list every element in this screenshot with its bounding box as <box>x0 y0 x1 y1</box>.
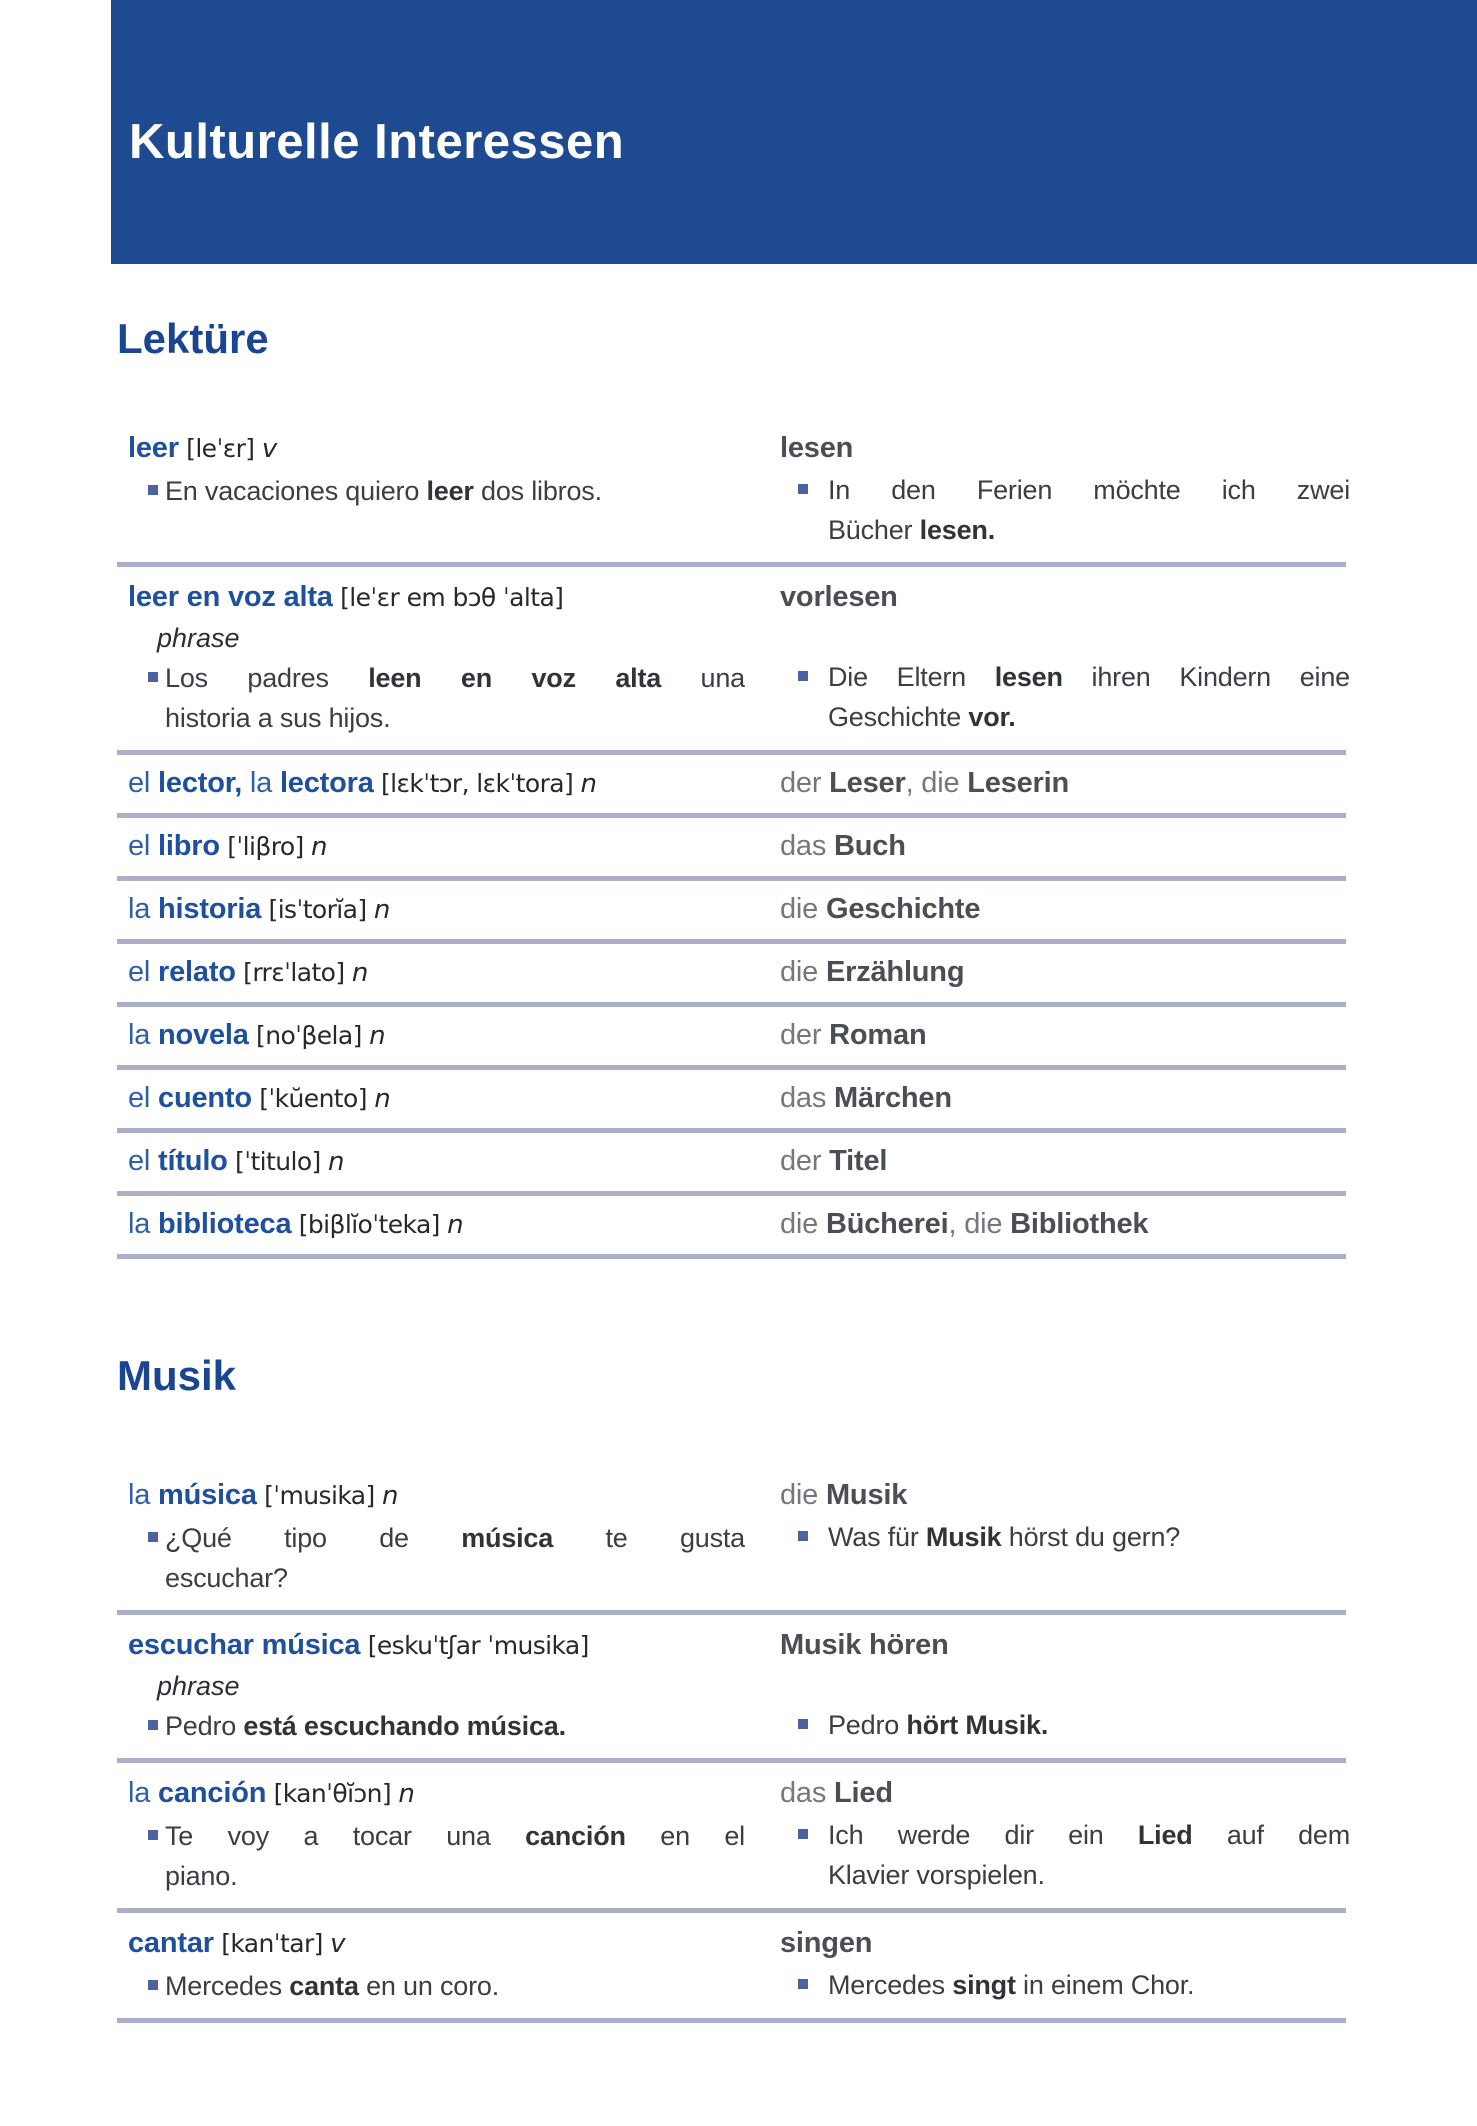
headword-es <box>117 1923 780 1964</box>
de-de-hw: Bibliothek <box>1010 1208 1149 1240</box>
example-text: piano. <box>165 1861 238 1891</box>
headword-de <box>780 1078 1346 1118</box>
es-pos: n <box>311 832 328 862</box>
es-ph: [eskuˈtʃar ˈmusika] <box>360 1631 589 1660</box>
example-text: ¿Qué tipo de <box>165 1523 462 1553</box>
example-line <box>165 1966 745 2006</box>
german-column <box>780 1141 1346 1182</box>
vocab-entry <box>117 418 1350 562</box>
vocab-entry <box>117 881 1346 939</box>
german-column <box>780 889 1346 930</box>
example-es <box>117 1518 780 1598</box>
es-hw: novela <box>158 1019 249 1051</box>
example-line <box>828 1855 1350 1895</box>
spanish-column <box>117 1773 780 1896</box>
example-line <box>165 1558 745 1598</box>
de-de-hw: Leserin <box>967 767 1070 799</box>
example-keyword: singt <box>952 1970 1016 2000</box>
es-ph: [ˈkŭento] <box>251 1084 375 1113</box>
es-pos: v <box>330 1929 346 1959</box>
es-hw: lector, <box>158 767 250 799</box>
german-column <box>780 1204 1346 1245</box>
example-line <box>828 1705 1350 1745</box>
german-column <box>780 1078 1346 1119</box>
example-text: Mercedes <box>165 1971 290 2001</box>
example-es <box>117 1706 780 1746</box>
example-keyword: canción <box>525 1821 626 1851</box>
es-ph: [leˈɛr em bɔθ ˈalta] <box>332 583 564 612</box>
es-hw: cuento <box>158 1082 252 1114</box>
headword-de <box>780 826 1346 866</box>
vocab-entry <box>117 1465 1346 1610</box>
example-text: ihren Kindern eine <box>1062 662 1350 692</box>
section-title-lekture: Lektüre <box>117 315 269 362</box>
example-es <box>117 1816 780 1896</box>
de-de-hw: Titel <box>829 1145 888 1177</box>
headword-es <box>117 1475 780 1516</box>
example-de <box>780 470 1350 550</box>
headword-de <box>780 1204 1346 1244</box>
example-de <box>780 1517 1346 1557</box>
es-pos: n <box>398 1779 415 1809</box>
es-ph: [kanˈtar] <box>213 1929 331 1958</box>
example-de <box>780 1815 1350 1895</box>
spanish-column <box>117 1923 780 2006</box>
spanish-column <box>117 1475 780 1598</box>
example-es <box>117 1966 780 2006</box>
es-hw: relato <box>158 956 236 988</box>
german-column <box>780 1923 1346 2006</box>
example-text: en el <box>625 1821 745 1851</box>
vocab-entry <box>117 818 1346 876</box>
bullet-square-icon <box>148 1980 158 1990</box>
es-ph: [lɛkˈtɔr, lɛkˈtora] <box>373 769 581 798</box>
example-line <box>828 1815 1350 1855</box>
headword-es <box>117 1773 780 1814</box>
es-hw: libro <box>158 830 220 862</box>
vocab-entry <box>117 1196 1346 1254</box>
example-text: auf dem <box>1192 1820 1350 1850</box>
vocab-entry <box>117 1070 1346 1128</box>
de-de-hw: lesen <box>780 432 854 464</box>
vocab-entry <box>117 1007 1346 1065</box>
headword-es <box>117 1015 780 1056</box>
example-keyword: está escuchando música. <box>243 1711 566 1741</box>
example-keyword: lesen <box>994 662 1063 692</box>
es-hw: cantar <box>128 1927 214 1959</box>
example-line <box>828 1517 1350 1557</box>
example-text: historia a sus hijos. <box>165 703 391 733</box>
es-art: la <box>128 1479 159 1511</box>
es-hw: canción <box>158 1777 267 1809</box>
de-de-art: , <box>905 767 922 799</box>
es-ph: [rrɛˈlato] <box>235 958 352 987</box>
headword-de <box>780 1923 1346 1963</box>
de-de-hw: Buch <box>834 830 906 862</box>
vocab-entry <box>117 567 1350 750</box>
example-text: Bücher <box>828 515 920 545</box>
example-line <box>828 697 1350 737</box>
headword-de <box>780 428 1346 468</box>
es-pos: n <box>328 1147 345 1177</box>
de-de-hw: Musik hören <box>780 1629 949 1661</box>
es-art: la <box>128 1777 159 1809</box>
entries-list <box>117 418 1350 1259</box>
example-line <box>165 1706 745 1746</box>
de-de-art: das <box>780 1082 835 1114</box>
example-line <box>828 510 1350 550</box>
de-de-art: die <box>780 1208 826 1240</box>
es-art: la <box>128 1019 159 1051</box>
headword-de <box>780 1773 1346 1813</box>
bullet-square-icon <box>798 1979 808 1989</box>
example-lines <box>828 657 1350 737</box>
es-pos: n <box>369 1021 386 1051</box>
headword-de <box>780 1625 1346 1665</box>
de-de-hw: Bücherei <box>825 1208 949 1240</box>
es-ph: [ˈmusika] <box>256 1481 382 1510</box>
german-column <box>780 428 1350 550</box>
headword-es <box>117 763 780 804</box>
headword-de <box>780 1475 1346 1515</box>
spanish-column <box>117 889 780 930</box>
example-line <box>165 1518 745 1558</box>
de-de-art: die <box>780 893 826 925</box>
example-lines <box>828 1517 1350 1557</box>
example-es <box>117 471 780 511</box>
es-hw: música <box>158 1479 257 1511</box>
spanish-column <box>117 1015 780 1056</box>
german-column <box>780 1625 1346 1746</box>
de-de-art: die <box>780 956 826 988</box>
example-lines <box>165 1816 745 1896</box>
es-ph: [ˈliβro] <box>219 832 312 861</box>
bullet-square-icon <box>148 1720 158 1730</box>
chapter-banner <box>111 0 1477 264</box>
example-lines <box>828 1705 1350 1745</box>
example-text: escuchar? <box>165 1563 288 1593</box>
example-es <box>117 658 780 738</box>
example-lines <box>165 1518 745 1598</box>
de-de-hw: vorlesen <box>780 581 898 613</box>
vocab-entry <box>117 944 1346 1002</box>
example-text: Pedro <box>828 1710 907 1740</box>
example-keyword: Musik <box>925 1522 1002 1552</box>
es-art: el <box>128 1145 159 1177</box>
headword-de <box>780 577 1346 617</box>
es-art: el <box>128 830 159 862</box>
spanish-column <box>117 952 780 993</box>
es-hw: escuchar música <box>128 1629 361 1661</box>
es-hw: leer en voz alta <box>128 581 333 613</box>
es-ph: [kanˈθĭɔn] <box>266 1779 399 1808</box>
es-art: la <box>128 893 159 925</box>
de-de-hw: Musik <box>825 1479 908 1511</box>
example-text: Was für <box>828 1522 926 1552</box>
headword-de <box>780 889 1346 929</box>
spanish-column <box>117 428 780 550</box>
de-de-hw: Geschichte <box>825 893 981 925</box>
german-column <box>780 826 1346 867</box>
row-divider <box>117 2018 1346 2023</box>
spanish-column <box>117 577 780 738</box>
vocab-entry <box>117 755 1346 813</box>
german-column <box>780 1015 1346 1056</box>
spanish-column <box>117 1078 780 1119</box>
example-de <box>780 657 1350 737</box>
example-text: Pedro <box>165 1711 244 1741</box>
example-text: hörst du gern? <box>1001 1522 1181 1552</box>
de-de-art: das <box>780 1777 835 1809</box>
example-lines <box>165 1706 745 1746</box>
de-de-art: die <box>780 1479 826 1511</box>
headword-es <box>117 1625 780 1666</box>
es-pos: n <box>374 1084 391 1114</box>
example-line <box>165 658 745 698</box>
bullet-square-icon <box>798 1829 808 1839</box>
de-de-art: der <box>780 767 830 799</box>
vocab-entry <box>117 1615 1346 1758</box>
example-keyword: Lied <box>1137 1820 1193 1850</box>
bullet-square-icon <box>148 1532 158 1542</box>
es-ph: [isˈtorĭa] <box>261 895 374 924</box>
vocab-entry <box>117 1763 1350 1908</box>
chapter-title: Kulturelle Interessen <box>129 115 625 169</box>
headword-es <box>117 952 780 993</box>
vocab-entry <box>117 1913 1346 2018</box>
spanish-column <box>117 826 780 867</box>
es-pos: n <box>373 895 391 925</box>
es-pos: n <box>351 958 369 988</box>
es-pos: v <box>261 434 277 464</box>
example-text: te gusta <box>553 1523 745 1553</box>
de-de-art: die <box>921 767 968 799</box>
spanish-column <box>117 1625 780 1746</box>
de-de-hw: Leser <box>829 767 906 799</box>
section-musik <box>117 1352 1350 2023</box>
de-de-hw: Erzählung <box>825 956 965 988</box>
spanish-column <box>117 763 780 804</box>
de-de-art: das <box>780 830 835 862</box>
es-ph: [leˈɛr] <box>178 434 262 463</box>
es-ph: [ˈtitulo] <box>227 1147 329 1176</box>
example-lines <box>165 1966 745 2006</box>
example-de <box>780 1705 1346 1745</box>
example-lines <box>165 471 745 511</box>
german-column <box>780 1475 1346 1598</box>
es-ph: [biβlĭoˈteka] <box>291 1210 448 1239</box>
es-art: el <box>128 956 159 988</box>
de-de-art: die <box>964 1208 1011 1240</box>
example-line <box>828 1965 1350 2005</box>
es-hw: título <box>158 1145 228 1177</box>
example-text: una <box>661 663 745 693</box>
bullet-square-icon <box>798 671 808 681</box>
german-column <box>780 952 1346 993</box>
es-pos: n <box>447 1210 464 1240</box>
phrase-label: phrase <box>157 623 240 653</box>
example-text: Te voy a tocar una <box>165 1821 526 1851</box>
headword-es <box>117 1141 780 1182</box>
headword-es <box>117 826 780 867</box>
vocab-page-content <box>117 264 1350 2023</box>
es-art: el <box>128 1082 159 1114</box>
example-lines <box>165 658 745 738</box>
de-de-art: der <box>780 1145 830 1177</box>
german-column <box>780 577 1350 738</box>
example-de <box>780 1965 1346 2005</box>
headword-es <box>117 1204 780 1245</box>
example-line <box>165 698 745 738</box>
section-title-musik: Musik <box>117 1352 237 1399</box>
example-keyword: hört Musik. <box>906 1710 1049 1740</box>
example-keyword: canta <box>289 1971 359 2001</box>
example-text: Mercedes <box>828 1970 953 2000</box>
bullet-square-icon <box>798 1719 808 1729</box>
headword-es <box>117 1078 780 1119</box>
de-de-hw: Lied <box>834 1777 893 1809</box>
es-art: la <box>128 1208 159 1240</box>
example-line <box>165 1816 745 1856</box>
example-keyword: vor. <box>968 702 1016 732</box>
row-divider <box>117 1254 1346 1259</box>
de-de-hw: singen <box>780 1927 873 1959</box>
spanish-column <box>117 1141 780 1182</box>
example-line <box>828 657 1350 697</box>
vocab-entry <box>117 1133 1346 1191</box>
es-hw: historia <box>158 893 262 925</box>
de-de-art: der <box>780 1019 830 1051</box>
example-lines <box>828 1815 1350 1895</box>
example-text: Die Eltern <box>828 662 995 692</box>
es-hw: lectora <box>279 767 374 799</box>
example-text: Geschichte <box>828 702 969 732</box>
bullet-square-icon <box>148 485 158 495</box>
headword-de <box>780 1141 1346 1181</box>
bullet-square-icon <box>148 672 158 682</box>
es-hw: leer <box>128 432 179 464</box>
es-pos: n <box>580 769 597 799</box>
example-keyword: leer <box>426 476 474 506</box>
bullet-square-icon <box>798 1531 808 1541</box>
example-keyword: leen en voz alta <box>368 663 662 693</box>
headword-de <box>780 1015 1346 1055</box>
spanish-column <box>117 1204 780 1245</box>
example-text: en un coro. <box>358 1971 499 2001</box>
example-line <box>828 470 1350 510</box>
section-lekture <box>117 315 1350 1259</box>
german-column <box>780 1773 1350 1896</box>
phrase-label: phrase <box>157 1671 240 1701</box>
german-column <box>780 763 1346 804</box>
example-text: dos libros. <box>473 476 602 506</box>
example-line <box>165 1856 745 1896</box>
example-keyword: música <box>461 1523 554 1553</box>
headword-de <box>780 952 1346 992</box>
bullet-square-icon <box>148 1830 158 1840</box>
es-pos: n <box>381 1481 399 1511</box>
es-hw: biblioteca <box>158 1208 292 1240</box>
de-de-art: , <box>948 1208 965 1240</box>
headword-es <box>117 889 780 930</box>
example-text: in einem Chor. <box>1015 1970 1195 2000</box>
example-text: Ich werde dir ein <box>828 1820 1138 1850</box>
es-ph: [noˈβela] <box>248 1021 370 1050</box>
example-text: Los padres <box>165 663 369 693</box>
example-text: En vacaciones quiero <box>165 476 427 506</box>
entries-list <box>117 1465 1350 2023</box>
sections-container <box>117 315 1350 2023</box>
es-art: el <box>128 767 159 799</box>
headword-de <box>780 763 1346 803</box>
example-text: In den Ferien möchte ich zwei <box>828 475 1350 505</box>
headword-es <box>117 428 780 469</box>
example-keyword: lesen. <box>919 515 996 545</box>
bullet-square-icon <box>798 484 808 494</box>
de-de-hw: Roman <box>829 1019 927 1051</box>
de-de-hw: Märchen <box>834 1082 952 1114</box>
example-line <box>165 471 745 511</box>
es-art: la <box>249 767 280 799</box>
headword-es <box>117 577 780 618</box>
example-lines <box>828 1965 1350 2005</box>
example-lines <box>828 470 1350 550</box>
example-text: Klavier vorspielen. <box>828 1860 1045 1890</box>
